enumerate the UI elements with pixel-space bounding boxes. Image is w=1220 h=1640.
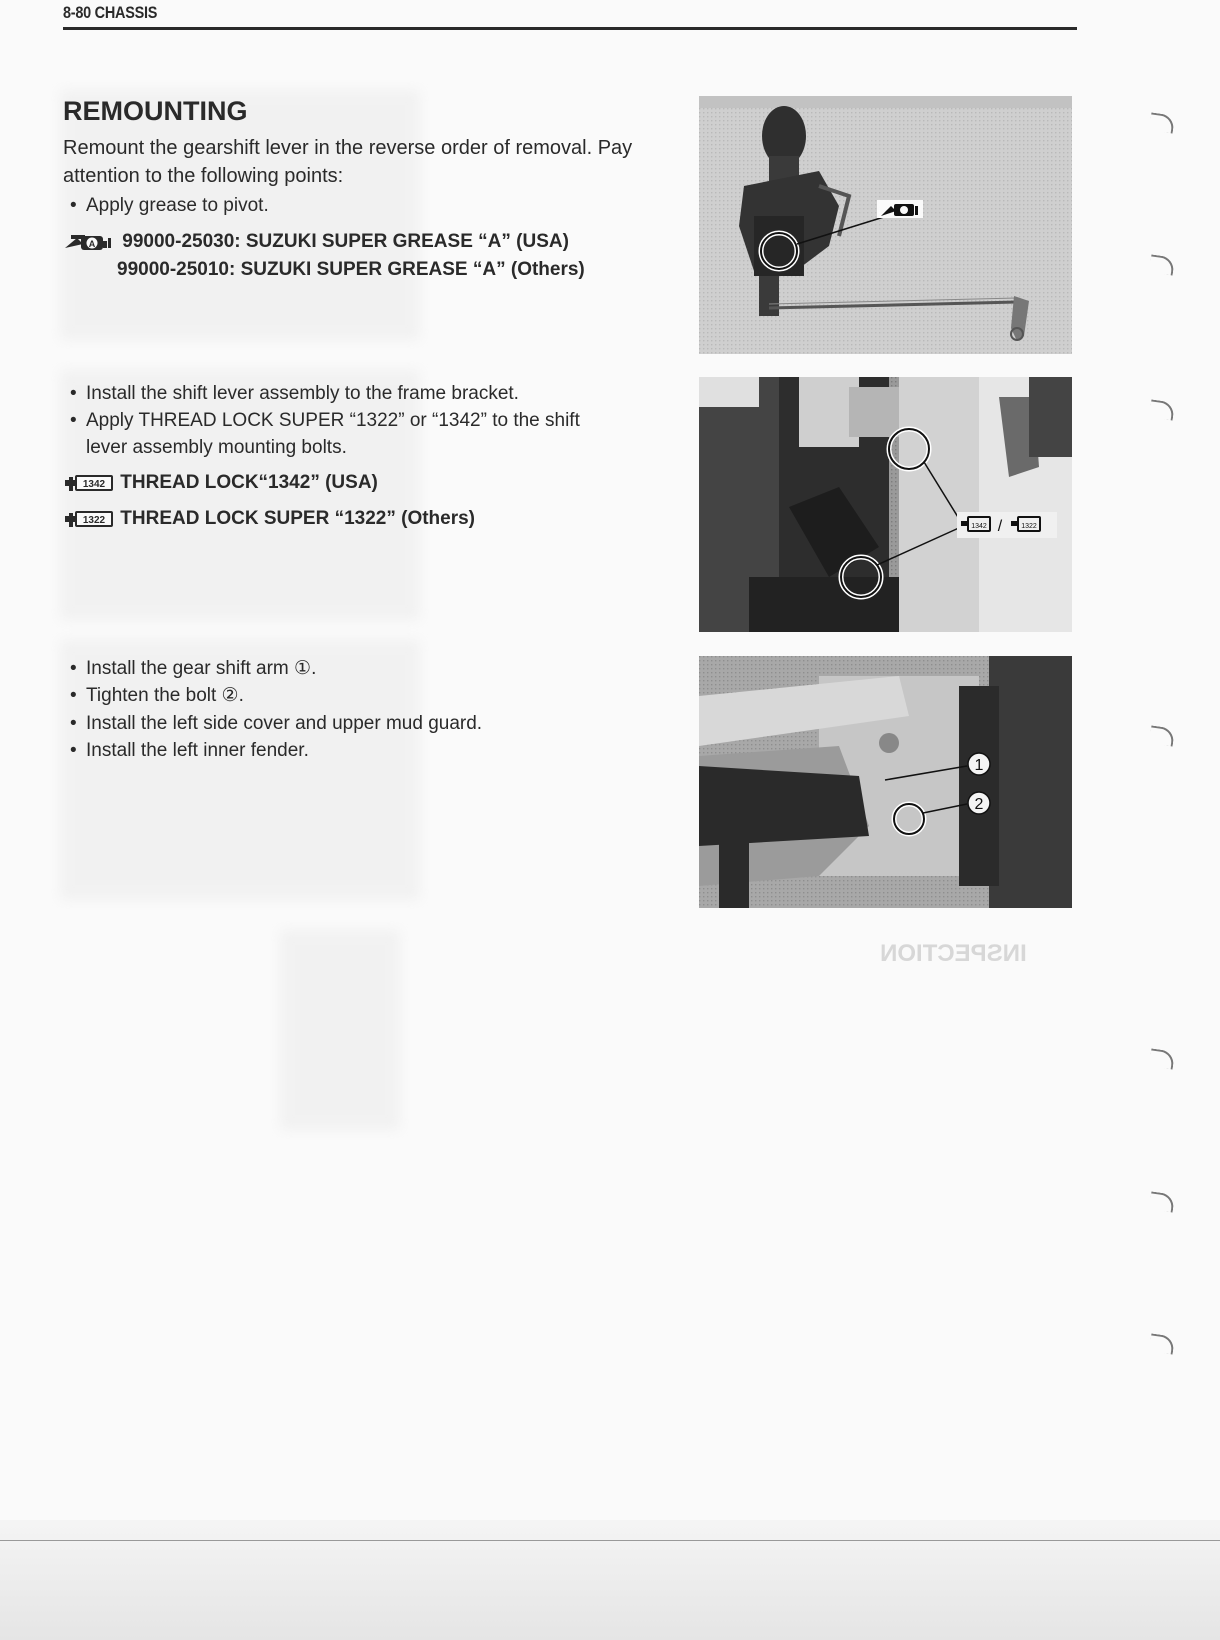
svg-text:A: A — [88, 238, 96, 249]
photo-grease-tag-icon — [877, 200, 923, 218]
bullet-apply-grease: • Apply grease to pivot. — [86, 192, 269, 219]
binding-mark — [1149, 399, 1175, 420]
bullet-install-gear-shift-arm: • Install the gear shift arm ①. — [86, 655, 316, 682]
svg-text:1322: 1322 — [82, 514, 106, 526]
svg-text:/: / — [997, 518, 1003, 535]
intro-line-2: attention to the following points: — [63, 165, 344, 187]
thread-lock-1342-icon — [63, 472, 115, 494]
scan-shadow — [280, 930, 400, 1130]
svg-text:1342: 1342 — [971, 523, 987, 530]
bullet-apply-thread-lock: • Apply THREAD LOCK SUPER “1322” or “1342” to the shift — [86, 407, 580, 434]
threadlock-spec-usa — [63, 469, 378, 497]
binding-mark — [1149, 1191, 1175, 1212]
header-rule — [63, 27, 1077, 30]
page-header — [63, 3, 1077, 23]
threadlock-spec-usa-text: THREAD LOCK“1342” (USA) — [120, 472, 378, 493]
grease-symbol-icon — [63, 232, 113, 252]
grease-spec-usa — [63, 228, 569, 256]
threadlock-spec-others — [63, 505, 475, 533]
bullet-install-side-cover: • Install the left side cover and upper mud guard. — [86, 710, 482, 737]
binding-mark — [1149, 254, 1175, 275]
bullet-install-inner-fender: • Install the left inner fender. — [86, 737, 309, 764]
intro-line-1: Remount the gearshift lever in the reverse order of removal. Pay — [63, 137, 633, 159]
photo-shift-lever-grease — [699, 96, 1072, 354]
binding-mark — [1149, 725, 1175, 746]
grease-spec-usa-text: 99000-25030: SUZUKI SUPER GREASE “A” (USA) — [122, 231, 569, 252]
bleed-through-text: INSPECTION — [880, 940, 1027, 967]
section-title: REMOUNTING — [63, 96, 248, 126]
binding-mark — [1149, 1048, 1175, 1069]
binding-mark — [1149, 112, 1175, 133]
scan-bottom-shade — [0, 1520, 1220, 1640]
threadlock-spec-others-text: THREAD LOCK SUPER “1322” (Others) — [120, 508, 476, 529]
bullet-apply-thread-lock-cont: lever assembly mounting bolts. — [86, 437, 347, 458]
bullet-tighten-bolt: • Tighten the bolt ②. — [86, 682, 244, 709]
bullet-install-shift-lever: • Install the shift lever assembly to the frame bracket. — [86, 380, 519, 407]
photo-shift-lever-mounting — [699, 377, 1072, 632]
svg-text:1322: 1322 — [1021, 523, 1037, 530]
thread-lock-1322-icon — [63, 508, 115, 530]
grease-spec-others: 99000-25010: SUZUKI SUPER GREASE “A” (Others) — [117, 259, 585, 280]
svg-text:1342: 1342 — [82, 478, 106, 490]
scan-bottom-rule — [0, 1540, 1220, 1541]
binding-mark — [1149, 1333, 1175, 1354]
photo-gear-shift-arm — [699, 656, 1072, 908]
photo-callout-2: 2 — [974, 796, 984, 813]
page-header-label: 8-80 CHASSIS — [63, 3, 158, 22]
photo-callout-1: 1 — [974, 757, 984, 774]
